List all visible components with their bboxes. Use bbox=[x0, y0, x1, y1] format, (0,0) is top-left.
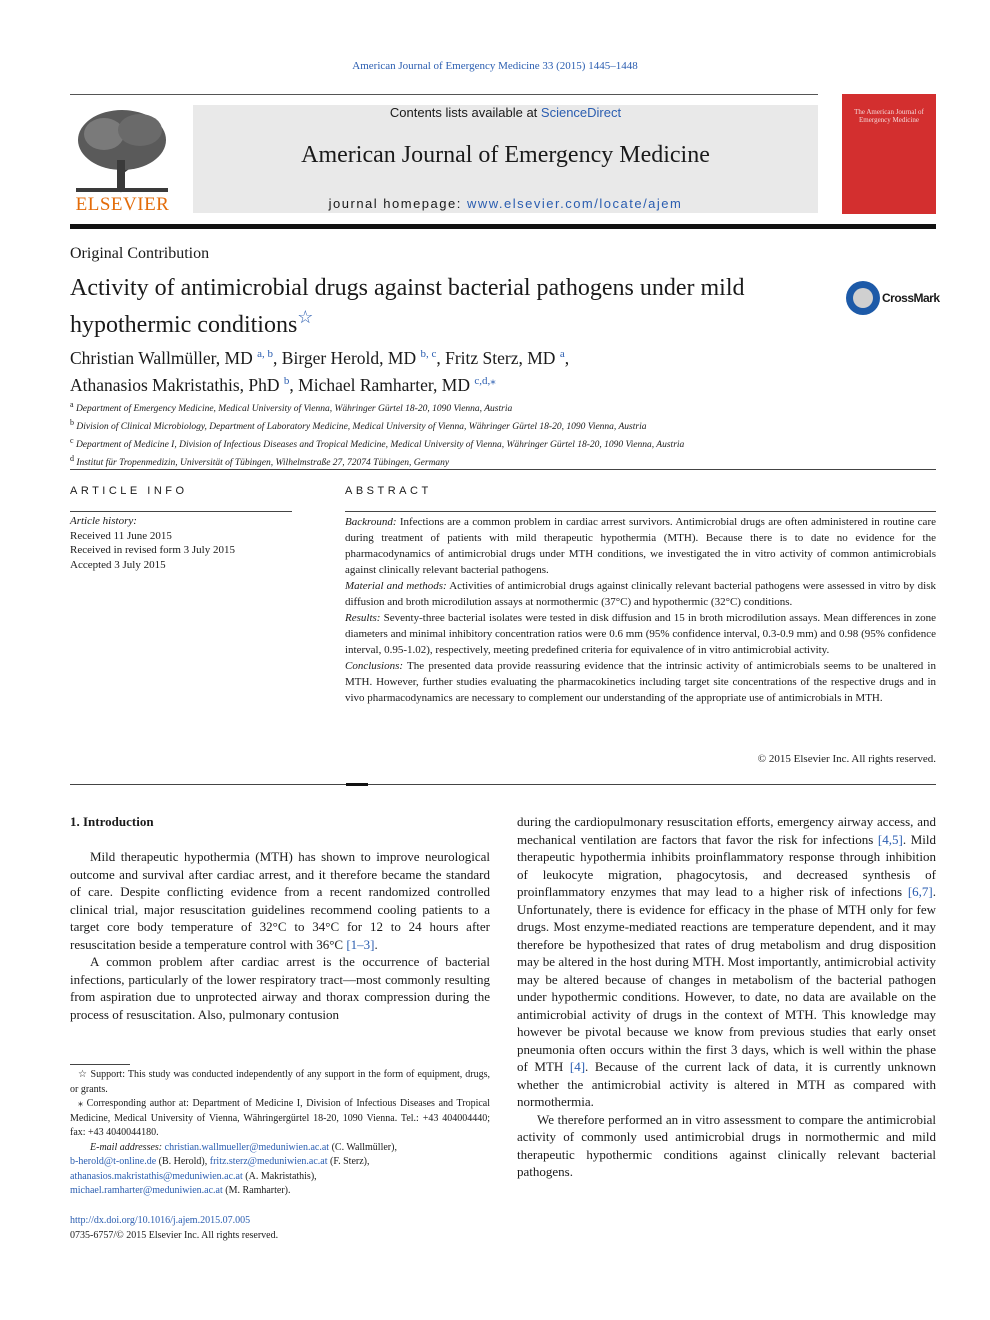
email-link[interactable]: christian.wallmueller@meduniwien.ac.at bbox=[164, 1141, 330, 1153]
footnote-text: Corresponding author at: Department of Medicine I, Division of Infectious Diseases and Tropical Medicine, Medical University of Vienna, Währingergürtel 18-20, 1090 Vienna. Tel.: +43 404004440; fax: +43 4040044180. bbox=[70, 1098, 490, 1138]
affiliation-item bbox=[70, 398, 930, 416]
elsevier-wordmark: ELSEVIER bbox=[75, 194, 170, 215]
affiliation-item bbox=[70, 416, 930, 434]
affiliation-item bbox=[70, 452, 930, 470]
email-link[interactable]: michael.ramharter@meduniwien.ac.at bbox=[70, 1185, 223, 1196]
sciencedirect-link[interactable]: ScienceDirect bbox=[540, 105, 622, 120]
author-name: Birger Herold, MD bbox=[281, 347, 421, 368]
affiliation-key: a bbox=[70, 400, 74, 409]
intro-heading: 1. Introduction bbox=[70, 814, 154, 829]
abstract-heading: ABSTRACT bbox=[345, 485, 432, 497]
reference-link[interactable]: [6,7] bbox=[907, 884, 933, 899]
doi-link[interactable]: http://dx.doi.org/10.1016/j.ajem.2015.07.005 bbox=[70, 1215, 251, 1226]
revised-date: Received in revised form 3 July 2015 bbox=[70, 544, 235, 556]
email-link[interactable]: athanasios.makristathis@meduniwien.ac.at bbox=[70, 1170, 243, 1182]
abstract-body bbox=[345, 514, 936, 706]
reference-link[interactable]: [4,5] bbox=[877, 831, 903, 847]
abstract-copyright: © 2015 Elsevier Inc. All rights reserved. bbox=[757, 753, 936, 765]
email-footnote bbox=[70, 1141, 490, 1199]
footnote-mark: ⁎ bbox=[78, 1098, 83, 1109]
affiliations bbox=[70, 398, 930, 471]
author-sep: , bbox=[436, 347, 446, 368]
paragraph-text: . Unfortunately, there is evidence for efficacy in the phase of MTH only for few drugs. Most enzyme-mediated reactions are temperature dependent, and it may therefore be hypothesized that rates of drug metabolism and drug disposition may be altered in the host during MTH. Most importantly, antimicrobial activity may be altered because of changes in metabolism of the bacterial pathogen under hypothermic conditions. However, to date, no data are available on the antimicrobial activity of drugs in the context of MTH. This knowledge may however be pivotal because we know from previous studies that early onset pneumonia often occurs within the first 3 days, which is well within the phase of MTH bbox=[517, 884, 936, 1074]
abstract-end-rule bbox=[70, 784, 936, 785]
abstract-label: Results: bbox=[345, 612, 381, 624]
section-type: Original Contribution bbox=[70, 245, 210, 262]
journal-cover-title: The American Journal of Emergency Medicine bbox=[854, 108, 924, 124]
reference-link[interactable]: [1–3] bbox=[346, 936, 375, 952]
abstract-text: The presented data provide reassuring evidence that the intrinsic activity of antimicrobials seems to be unaltered in MTH. However, further studies evaluating the pharmacokinetics including target site concentrations of the respective drugs and in vivo pharmacodynamics are necessary to complement our understanding of the appropriate use of antimicrobials in MTH. bbox=[345, 660, 936, 704]
header-thick-rule bbox=[70, 224, 936, 229]
accepted-date: Accepted 3 July 2015 bbox=[70, 558, 166, 571]
abstract-results bbox=[345, 610, 936, 658]
email-link[interactable]: b-herold@t-online.de bbox=[70, 1156, 157, 1167]
affiliation-key: d bbox=[70, 454, 74, 464]
author-affil[interactable]: a, b bbox=[257, 348, 274, 360]
email-label: E-mail addresses: bbox=[90, 1141, 165, 1153]
title-footnote-star[interactable]: ☆ bbox=[297, 307, 314, 327]
affiliation-text: Department of Medicine I, Division of Infectious Diseases and Tropical Medicine, Medical University of Vienna, Währinger Gürtel 18-20, 1090 Vienna, Austria bbox=[75, 440, 685, 451]
header-rule bbox=[70, 94, 818, 95]
article-info-heading: ARTICLE INFO bbox=[70, 485, 188, 497]
support-footnote bbox=[70, 1068, 490, 1097]
affiliations-rule bbox=[70, 469, 936, 470]
abstract-label: Material and methods: bbox=[345, 580, 447, 592]
paragraph-text: Mild therapeutic hypothermia (MTH) has shown to improve neurological outcome and survival after cardiac arrest, and it therefore became the standard of care. Despite conflicting evidence from a recent randomized controlled clinical trial, major resuscitation guidelines recommend cooling patients to a target core body temperature of 32°C to 34°C for 12 to 24 hours after resuscitation beside a temperature control with 36°C bbox=[70, 849, 490, 952]
footnote-mark: ☆ bbox=[78, 1069, 88, 1080]
abstract-rule-marker bbox=[346, 783, 368, 786]
author-line-1 bbox=[70, 343, 830, 370]
right-column bbox=[517, 813, 936, 1181]
author-name: Michael Ramharter, MD bbox=[298, 374, 475, 395]
author-name: Christian Wallmüller, MD bbox=[70, 347, 258, 368]
paragraph-text: . Mild therapeutic hypothermia inhibits proinflammatory response through inhibition of leukocyte migration, phagocytosis, and decreased synthesis of proinflammatory enzymes that may lead to a higher risk of infections bbox=[517, 831, 936, 899]
paragraph-text: during the cardiopulmonary resuscitation efforts, emergency airway access, and mechanical ventilation are factors that favor the risk for infections bbox=[517, 814, 936, 847]
crossmark-label[interactable]: CrossMark bbox=[882, 291, 940, 305]
footnote-rule bbox=[70, 1064, 130, 1065]
abstract-label: Conclusions: bbox=[345, 660, 404, 672]
email-owner: (M. Ramharter). bbox=[222, 1185, 291, 1196]
journal-homepage bbox=[193, 196, 818, 211]
affiliation-text: Division of Clinical Microbiology, Department of Laboratory Medicine, Medical University of Vienna, Währinger Gürtel 18-20, 1090 Vienna, Austria bbox=[76, 422, 647, 433]
author-name: Athanasios Makristathis, PhD bbox=[70, 374, 284, 395]
email-owner: (A. Makristathis), bbox=[242, 1170, 317, 1182]
intro-paragraph bbox=[517, 813, 936, 1111]
intro-paragraph bbox=[70, 848, 490, 953]
author-sep: , bbox=[564, 347, 570, 368]
author-name: Fritz Sterz, MD bbox=[445, 347, 560, 368]
homepage-link[interactable]: www.elsevier.com/locate/ajem bbox=[466, 196, 683, 211]
abstract-text: Seventy-three bacterial isolates were tested in disk diffusion and 15 in broth microdilution assays. Mean differences in zone diameters and minimal inhibitory concentration ratios were 0.6 mm (95% confidence interval, 0.3-0.9 mm) and 0.98 (95% confidence interval, 0.95-1.02), respectively, meeting predefined criteria for equivalence of in vitro antimicrobial activity. bbox=[345, 612, 936, 656]
author-list bbox=[70, 343, 830, 397]
footnote-text: Support: This study was conducted independently of any support in the form of equipment, drugs, or grants. bbox=[70, 1069, 490, 1095]
author-line-2 bbox=[70, 370, 830, 397]
issn-copyright: 0735-6757/© 2015 Elsevier Inc. All rights reserved. bbox=[70, 1229, 279, 1241]
left-column bbox=[70, 848, 490, 1023]
abstract-text: Infections are a common problem in cardiac arrest survivors. Antimicrobial drugs are often administered in routine care during treatment of patients with mild therapeutic hypothermia (MTH). Because there is to date no evidence for the pharmacodynamics of antimicrobial drugs under MTH conditions, we investigated the in vitro activity of common antimicrobials against clinically relevant bacterial pathogens. bbox=[345, 516, 936, 576]
email-link[interactable]: fritz.sterz@meduniwien.ac.at bbox=[209, 1156, 328, 1167]
author-affil[interactable]: a bbox=[559, 348, 565, 360]
affiliation-text: Institut für Tropenmedizin, Universität of Tübingen, Wilhelmstraße 27, 72074 Tübingen, Germany bbox=[76, 458, 450, 469]
email-owner: (B. Herold), bbox=[156, 1156, 210, 1167]
paragraph-text: . Because of the current lack of data, it is currently unknown whether the antimicrobial activity is altered in MTH as compared with normothermia. bbox=[517, 1059, 937, 1109]
email-owner: (C. Wallmüller), bbox=[329, 1141, 397, 1153]
abstract-conclusions bbox=[345, 658, 936, 706]
article-title bbox=[70, 274, 830, 340]
affiliation-text: Department of Emergency Medicine, Medical University of Vienna, Währinger Gürtel 18-20, 1090 Vienna, Austria bbox=[75, 404, 513, 415]
abstract-text: Activities of antimicrobial drugs against clinically relevant bacterial pathogens were assessed in vitro by disk diffusion and broth microdilution assays at normothermic (37°C) and hypothermic (32°C) conditions. bbox=[345, 580, 936, 608]
intro-paragraph: A common problem after cardiac arrest is the occurrence of bacterial infections, particularly of the lower respiratory tract—most commonly resulting from aspiration due to unprotected airway and thorax compression during the process of resuscitation. Also, pulmonary contusion bbox=[70, 954, 490, 1022]
abstract-methods bbox=[345, 578, 936, 610]
doi-block bbox=[70, 1214, 278, 1243]
abstract-label: Backround: bbox=[345, 516, 397, 528]
article-info-rule bbox=[70, 511, 292, 512]
corresponding-footnote bbox=[70, 1097, 490, 1141]
abstract-rule bbox=[345, 511, 936, 512]
affiliation-key: b bbox=[70, 418, 74, 428]
affiliation-item bbox=[70, 434, 930, 452]
author-sep: , bbox=[289, 374, 299, 395]
title-text: Activity of antimicrobial drugs against bacterial pathogens under mild hypothermic conditions bbox=[70, 275, 745, 338]
journal-name: American Journal of Emergency Medicine bbox=[301, 142, 710, 168]
intro-paragraph: We therefore performed an in vitro assessment to compare the antimicrobial activity of commonly used antimicrobial drugs in normothermic and mild therapeutic hypothermic conditions against clinically relevant bacterial pathogens. bbox=[517, 1111, 936, 1179]
abstract-background bbox=[345, 514, 936, 578]
reference-link[interactable]: [4] bbox=[569, 1059, 586, 1074]
homepage-prefix: journal homepage: bbox=[328, 196, 467, 211]
history-label: Article history: bbox=[70, 515, 137, 527]
paragraph-text: . bbox=[374, 936, 378, 952]
contents-prefix: Contents lists available at bbox=[389, 105, 541, 120]
author-affil[interactable]: b bbox=[283, 374, 290, 387]
author-affil[interactable]: b, c bbox=[420, 348, 437, 360]
author-sep: , bbox=[273, 347, 282, 368]
contents-line bbox=[193, 105, 818, 120]
affiliation-key: c bbox=[70, 436, 74, 446]
author-affil[interactable]: c,d,⁎ bbox=[474, 374, 496, 387]
received-date: Received 11 June 2015 bbox=[70, 529, 172, 542]
email-owner: (F. Sterz), bbox=[327, 1156, 370, 1167]
journal-citation[interactable]: American Journal of Emergency Medicine 33 (2015) 1445–1448 bbox=[352, 60, 638, 72]
crossmark-icon-center bbox=[853, 288, 873, 308]
article-history bbox=[70, 514, 292, 572]
footnotes bbox=[70, 1068, 490, 1199]
